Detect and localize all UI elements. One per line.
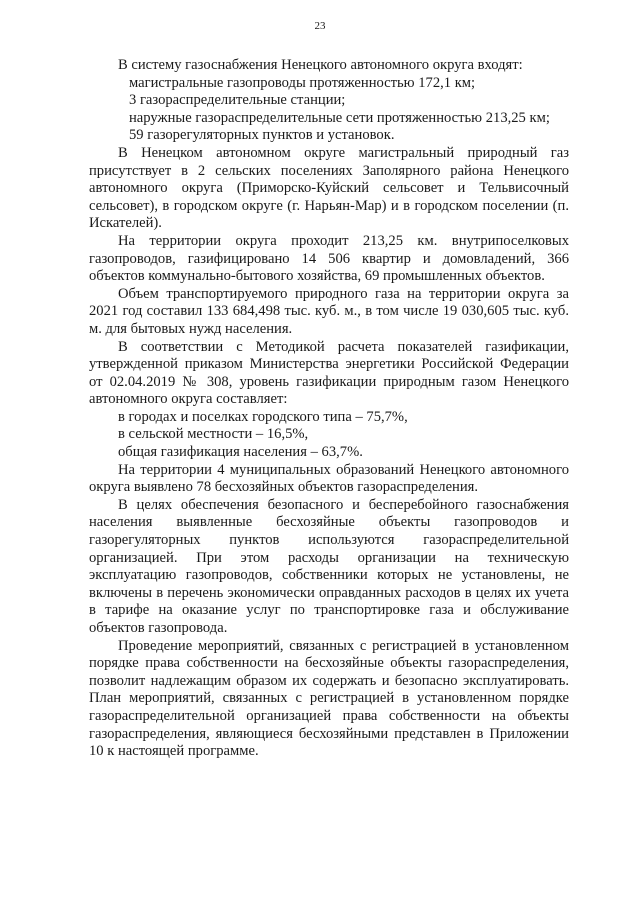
paragraph-gas-volume: Объем транспортируемого природного газа на территории округа за 2021 год составил 133 684,498 тыс. куб. м., в том числе 19 030,605 тыс. куб. м. для бытовых нужд населения.	[89, 285, 569, 337]
paragraph-gas-presence: В Ненецком автономном округе магистральный природный газ присутствует в 2 сельских поселениях Заполярного района Ненецкого автономного округа (Приморско-Куйский сельсовет и Тельвисочный сельсовет), в городском округе (г. Нарьян-Мар) и в городском поселении (п. Искателей).	[89, 144, 569, 232]
paragraph-operation-costs: В целях обеспечения безопасного и бесперебойного газоснабжения населения выявленные бесхозяйные объекты газопроводов и газорегуляторных пунктов используются газораспределительной организацией. При этом расходы организации на техническую эксплуатацию газопроводов, собственники которых не установлены, не включены в перечень экономически оправданных расходов в целях их учета в тарифе на оказание услуг по транспортировке газа и обслуживание объектов газопровода.	[89, 496, 569, 636]
paragraph-registration-plan: Проведение мероприятий, связанных с регистрацией в установленном порядке права собственности на бесхозяйные объекты газораспределения, позволит надлежащим образом их содержать и безопасно эксплуатировать. План мероприятий, связанных с регистрацией в установленном порядке газораспределительной организацией права собственности на объекты газораспределения, являющиеся бесхозяйными представлен в Приложении 10 к настоящей программе.	[89, 637, 569, 760]
list-item-gasification-urban: в городах и поселках городского типа – 75,7%,	[118, 408, 408, 425]
page-number: 23	[314, 20, 326, 32]
page-body	[89, 57, 569, 761]
list-item-main-pipelines: магистральные газопроводы протяженностью 172,1 км;	[129, 74, 476, 91]
list-item-regulator-points: 59 газорегуляторных пунктов и установок.	[129, 127, 395, 144]
list-item-gasification-rural: в сельской местности – 16,5%,	[118, 426, 309, 443]
list-item-gasification-total: общая газификация населения – 63,7%.	[118, 444, 363, 461]
paragraph-ownerless-objects: На территории 4 муниципальных образований Ненецкого автономного округа выявлено 78 бесхозяйных объектов газораспределения.	[89, 461, 569, 496]
paragraph-gasification-methodology: В соответствии с Методикой расчета показателей газификации, утвержденной приказом Министерства энергетики Российской Федерации от 02.04.2019 № 308, уровень газификации природным газом Ненецкого автономного округа составляет:	[89, 338, 569, 408]
list-item-distribution-stations: 3 газораспределительные станции;	[129, 92, 346, 109]
paragraph-intra-settlement-pipelines: На территории округа проходит 213,25 км. внутрипоселковых газопроводов, газифицировано 14 506 квартир и домовладений, 366 объектов коммунально-бытового хозяйства, 69 промышленных объектов.	[89, 232, 569, 285]
paragraph-gas-system-intro: В систему газоснабжения Ненецкого автономного округа входят:	[118, 57, 523, 73]
list-item-distribution-networks: наружные газораспределительные сети протяженностью 213,25 км;	[129, 109, 550, 126]
